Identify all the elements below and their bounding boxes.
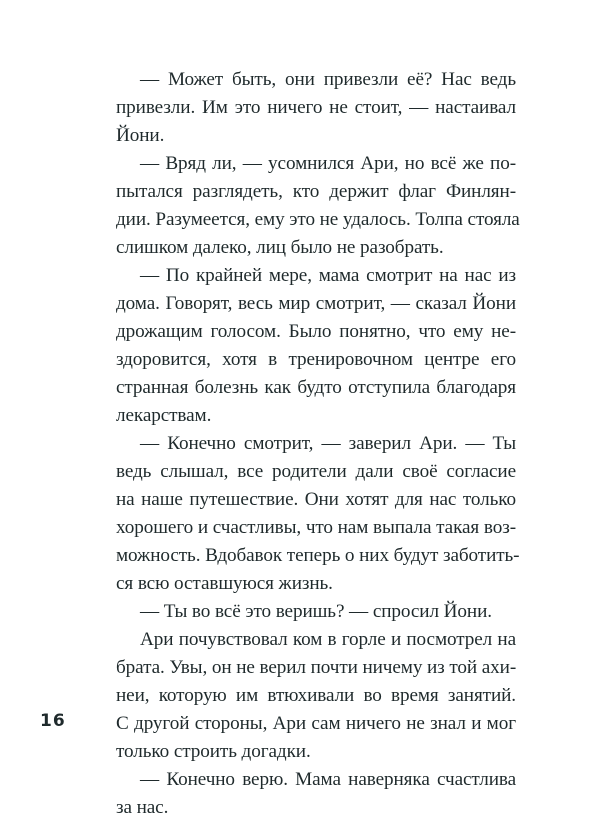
text-line: за нас. bbox=[116, 797, 169, 818]
text-line: брата. Увы, он не верил почти ничему из той ахи- bbox=[116, 657, 517, 678]
text-line: дома. Говорят, весь мир смотрит, — сказал Йони bbox=[116, 293, 516, 314]
page-number: 16 bbox=[40, 711, 66, 731]
text-line: здоровится, хотя в тренировочном центре его bbox=[116, 349, 516, 370]
text-line: лекарствам. bbox=[116, 405, 212, 426]
text-line: хорошего и счастливы, что нам выпала такая воз- bbox=[116, 517, 516, 538]
text-line: пытался разглядеть, кто держит флаг Финлян- bbox=[116, 181, 516, 202]
text-line: — По крайней мере, мама смотрит на нас из bbox=[140, 265, 516, 286]
text-line: дии. Разумеется, ему это не удалось. Толпа стояла bbox=[116, 209, 520, 230]
text-line: — Конечно верю. Мама наверняка счастлива bbox=[140, 769, 516, 790]
text-line: привезли. Им это ничего не стоит, — настаивал bbox=[116, 97, 516, 118]
text-line: ся всю оставшуюся жизнь. bbox=[116, 573, 333, 594]
text-line: — Конечно смотрит, — заверил Ари. — Ты bbox=[140, 433, 516, 454]
text-line: — Может быть, они привезли её? Нас ведь bbox=[140, 69, 516, 90]
text-line: неи, которую им втюхивали во время занятий. bbox=[116, 685, 516, 706]
text-line: на наше путешествие. Они хотят для нас только bbox=[116, 489, 516, 510]
text-line: Йони. bbox=[116, 125, 165, 146]
text-line: дрожащим голосом. Было понятно, что ему не- bbox=[116, 321, 516, 342]
text-line: — Вряд ли, — усомнился Ари, но всё же по- bbox=[140, 153, 516, 174]
text-line: — Ты во всё это веришь? — спросил Йони. bbox=[140, 601, 492, 622]
body-text bbox=[116, 66, 520, 822]
text-line: только строить догадки. bbox=[116, 741, 311, 762]
text-line: С другой стороны, Ари сам ничего не знал и мог bbox=[116, 713, 516, 734]
text-line: можность. Вдобавок теперь о них будут заботить- bbox=[116, 545, 520, 566]
text-line: Ари почувствовал ком в горле и посмотрел на bbox=[140, 629, 516, 650]
text-line: странная болезнь как будто отступила благодаря bbox=[116, 377, 516, 398]
text-line: ведь слышал, все родители дали своё согласие bbox=[116, 461, 516, 482]
text-line: слишком далеко, лиц было не разобрать. bbox=[116, 237, 444, 258]
